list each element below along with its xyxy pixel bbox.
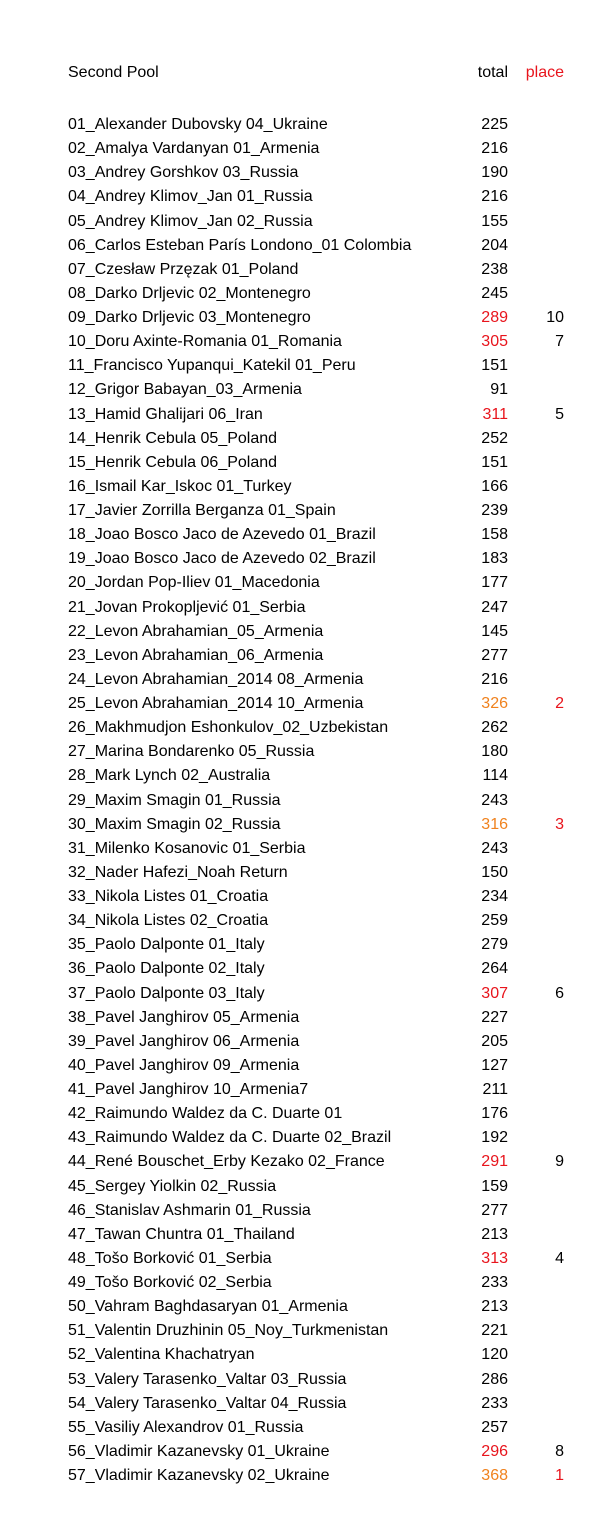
entry-total: 190 [481,164,508,182]
entry-total: 159 [481,1177,508,1195]
table-row [0,137,600,161]
table-row [0,475,600,499]
entry-name: 05_Andrey Klimov_Jan 02_Russia [68,212,313,230]
entry-total: 225 [481,116,508,133]
entry-name: 54_Valery Tarasenko_Valtar 04_Russia [68,1394,347,1412]
entry-total: 233 [481,1394,508,1412]
page-title: Second Pool [68,64,159,81]
entry-name: 02_Amalya Vardanyan 01_Armenia [68,140,320,158]
entry-name: 06_Carlos Esteban París Londono_01 Colombia [68,236,412,254]
entry-total: 243 [481,839,508,857]
entry-name: 50_Vahram Baghdasaryan 01_Armenia [68,1298,348,1316]
entry-name: 55_Vasiliy Alexandrov 01_Russia [68,1418,304,1436]
entry-total: 305 [481,333,508,351]
entry-total: 216 [481,140,508,158]
entry-name: 47_Tawan Chuntra 01_Thailand [68,1225,295,1243]
table-row [0,813,600,837]
table-row [0,1416,600,1440]
table-row [0,1295,600,1319]
entry-total: 151 [481,453,508,471]
entry-total: 183 [481,550,508,568]
table-row [0,668,600,692]
table-row [0,1199,600,1223]
entry-place: 1 [555,1467,564,1484]
table-row [0,1247,600,1271]
entry-total: 262 [481,719,508,737]
table-row [0,354,600,378]
entry-place: 2 [555,695,564,712]
entry-total: 238 [481,260,508,278]
entry-total: 221 [481,1322,508,1340]
entry-name: 23_Levon Abrahamian_06_Armenia [68,646,324,664]
table-row [0,1150,600,1174]
table-row [0,403,600,427]
entry-total: 166 [481,477,508,495]
entry-name: 13_Hamid Ghalijari 06_Iran [68,405,263,423]
entry-name: 32_Nader Hafezi_Noah Return [68,863,288,881]
entry-total: 257 [481,1418,508,1436]
entry-name: 44_René Bouschet_Erby Kezako 02_France [68,1153,385,1171]
table-row [0,837,600,861]
entry-name: 15_Henrik Cebula 06_Poland [68,453,278,471]
entry-name: 40_Pavel Janghirov 09_Armenia [68,1056,300,1074]
entry-total: 245 [481,284,508,302]
entry-total: 211 [482,1081,508,1098]
table-row [0,789,600,813]
entry-name: 26_Makhmudjon Eshonkulov_02_Uzbekistan [68,719,389,737]
table-row [0,596,600,620]
table-row [0,1078,600,1102]
entry-total: 177 [481,574,508,592]
entry-total: 233 [481,1274,508,1291]
table-row [0,1006,600,1030]
entry-name: 51_Valentin Druzhinin 05_Noy_Turkmenistan [68,1322,389,1340]
entry-total: 252 [481,429,508,447]
entry-name: 12_Grigor Babayan_03_Armenia [68,381,302,399]
entry-name: 25_Levon Abrahamian_2014 10_Armenia [68,695,364,712]
entry-total: 243 [481,791,508,809]
entry-name: 48_Tošo Borković 01_Serbia [68,1249,272,1267]
entry-total: 204 [481,236,508,254]
entry-name: 20_Jordan Pop-Iliev 01_Macedonia [68,574,320,592]
table-row [0,523,600,547]
entry-total: 216 [481,188,508,206]
table-row [0,716,600,740]
entry-total: 264 [481,960,508,978]
entry-total: 120 [481,1346,508,1364]
table-row [0,885,600,909]
place-column-header: place [525,64,564,81]
entry-name: 49_Tošo Borković 02_Serbia [68,1274,272,1291]
entry-name: 46_Stanislav Ashmarin 01_Russia [68,1201,311,1219]
entry-name: 30_Maxim Smagin 02_Russia [68,815,281,833]
entry-total: 192 [481,1129,508,1147]
entry-name: 36_Paolo Dalponte 02_Italy [68,960,265,978]
table-row [0,1030,600,1054]
table-header [0,64,600,88]
entry-name: 17_Javier Zorrilla Berganza 01_Spain [68,502,336,519]
table-row [0,1343,600,1367]
table-row [0,378,600,402]
entry-total: 326 [481,695,508,712]
entry-name: 10_Doru Axinte-Romania 01_Romania [68,333,342,351]
entry-name: 56_Vladimir Kazanevsky 01_Ukraine [68,1442,330,1460]
entry-name: 53_Valery Tarasenko_Valtar 03_Russia [68,1370,347,1388]
entry-name: 31_Milenko Kosanovic 01_Serbia [68,839,306,857]
entry-name: 57_Vladimir Kazanevsky 02_Ukraine [68,1467,330,1484]
table-row [0,1319,600,1343]
table-row [0,306,600,330]
table-row [0,258,600,282]
entry-total: 234 [481,888,508,905]
entry-total: 216 [481,670,508,688]
entry-name: 19_Joao Bosco Jaco de Azevedo 02_Brazil [68,550,376,568]
entry-total: 289 [481,309,508,326]
entry-name: 41_Pavel Janghirov 10_Armenia7 [68,1081,309,1098]
table-row [0,620,600,644]
table-row [0,1175,600,1199]
table-row [0,571,600,595]
entry-name: 18_Joao Bosco Jaco de Azevedo 01_Brazil [68,526,376,544]
table-row [0,933,600,957]
table-row [0,740,600,764]
table-row [0,1440,600,1464]
entry-total: 127 [481,1056,508,1074]
entry-name: 08_Darko Drljevic 02_Montenegro [68,284,311,302]
table-row [0,185,600,209]
entry-total: 176 [481,1105,508,1123]
entry-total: 307 [481,984,508,1002]
entry-place: 3 [555,815,564,833]
entry-place: 5 [555,405,564,423]
table-row [0,692,600,716]
table-row [0,909,600,933]
table-row [0,282,600,306]
entry-name: 24_Levon Abrahamian_2014 08_Armenia [68,670,364,688]
entry-total: 296 [481,1442,508,1460]
entry-place: 10 [546,309,564,326]
entry-name: 38_Pavel Janghirov 05_Armenia [68,1008,300,1026]
entry-place: 4 [555,1249,564,1267]
entry-total: 291 [481,1153,508,1171]
table-row [0,330,600,354]
entry-total: 158 [481,526,508,544]
entry-name: 37_Paolo Dalponte 03_Italy [68,984,265,1002]
entry-total: 313 [481,1249,508,1267]
table-row [0,427,600,451]
entry-name: 04_Andrey Klimov_Jan 01_Russia [68,188,313,206]
entry-name: 33_Nikola Listes 01_Croatia [68,888,269,905]
entry-name: 03_Andrey Gorshkov 03_Russia [68,164,299,182]
entry-name: 45_Sergey Yiolkin 02_Russia [68,1177,277,1195]
table-row [0,644,600,668]
entry-total: 279 [481,936,508,954]
entry-name: 43_Raimundo Waldez da C. Duarte 02_Brazil [68,1129,392,1147]
table-row [0,764,600,788]
entry-total: 213 [481,1298,508,1316]
entry-name: 21_Jovan Prokopljević 01_Serbia [68,598,306,616]
entry-name: 27_Marina Bondarenko 05_Russia [68,743,315,761]
entry-name: 07_Czesław Przęzak 01_Poland [68,260,299,278]
entry-total: 316 [481,815,508,833]
entry-total: 277 [481,1201,508,1219]
table-row [0,1271,600,1295]
entry-total: 213 [481,1225,508,1243]
entry-name: 34_Nikola Listes 02_Croatia [68,912,269,930]
table-row [0,1392,600,1416]
entry-total: 145 [481,622,508,640]
table-row [0,1223,600,1247]
entry-place: 6 [555,984,564,1002]
entry-total: 150 [481,863,508,881]
entry-total: 311 [482,405,508,423]
total-column-header: total [477,64,508,81]
entry-total: 151 [481,357,508,375]
table-row [0,113,600,137]
entry-total: 277 [481,646,508,664]
entry-name: 01_Alexander Dubovsky 04_Ukraine [68,116,328,133]
entry-name: 09_Darko Drljevic 03_Montenegro [68,309,311,326]
entry-total: 259 [481,912,508,930]
table-row [0,547,600,571]
entry-total: 239 [481,502,508,519]
table-row [0,1126,600,1150]
table-row [0,234,600,258]
table-row [0,957,600,981]
entry-name: 28_Mark Lynch 02_Australia [68,767,271,785]
entry-name: 42_Raimundo Waldez da C. Duarte 01 [68,1105,343,1123]
entry-total: 368 [481,1467,508,1484]
table-row [0,1464,600,1488]
table-row [0,982,600,1006]
entry-name: 39_Pavel Janghirov 06_Armenia [68,1032,300,1050]
table-row [0,1368,600,1392]
table-row [0,861,600,885]
entry-total: 227 [481,1008,508,1026]
entry-total: 180 [481,743,508,761]
entry-total: 114 [482,767,508,785]
table-row [0,210,600,234]
entry-name: 11_Francisco Yupanqui_Katekil 01_Peru [68,357,356,375]
table-row [0,451,600,475]
entry-place: 7 [555,333,564,351]
entry-total: 91 [490,381,508,399]
entry-total: 247 [481,598,508,616]
entry-name: 35_Paolo Dalponte 01_Italy [68,936,265,954]
table-row [0,1102,600,1126]
table-row [0,499,600,523]
entry-total: 205 [481,1032,508,1050]
entry-place: 8 [555,1442,564,1460]
entry-name: 52_Valentina Khachatryan [68,1346,255,1364]
entry-total: 155 [481,212,508,230]
entry-name: 16_Ismail Kar_Iskoc 01_Turkey [68,477,292,495]
entry-place: 9 [555,1153,564,1171]
entry-total: 286 [481,1370,508,1388]
entry-name: 22_Levon Abrahamian_05_Armenia [68,622,324,640]
entry-name: 14_Henrik Cebula 05_Poland [68,429,278,447]
entry-name: 29_Maxim Smagin 01_Russia [68,791,281,809]
table-row [0,161,600,185]
results-list [0,113,600,1488]
table-row [0,1054,600,1078]
